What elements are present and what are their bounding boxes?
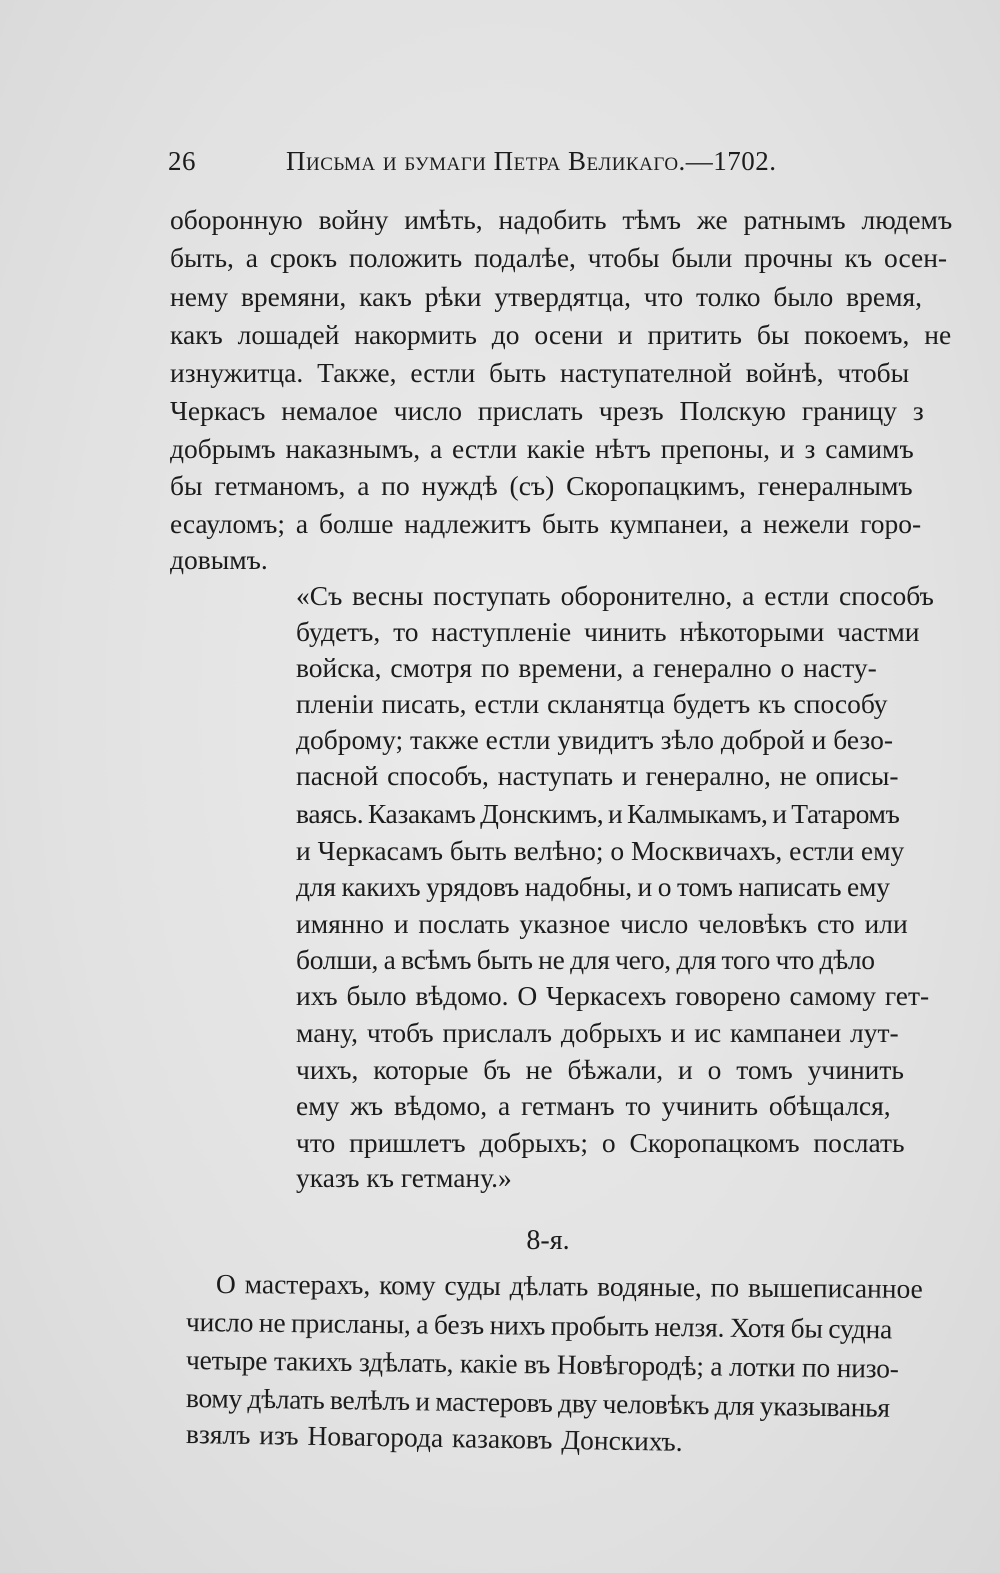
running-title: Письма и бумаги Петра Великаго.—1702. <box>286 146 777 176</box>
text-line: довымъ. <box>170 544 268 575</box>
text-line: болши, а всѣмъ быть не для чего, для того что дѣло <box>296 944 875 975</box>
text-line: быть, а срокъ положить подалѣе, чтобы были прочны къ осен- <box>170 242 948 273</box>
text-line: нему времяни, какъ рѣки утвердятца, что толко было время, <box>170 281 923 312</box>
text-line: ихъ было вѣдомо. О Черкасехъ говорено самому гет- <box>296 980 930 1011</box>
text-line: бы гетманомъ, а по нуждѣ (съ) Скоропацкимъ, генералнымъ <box>170 470 913 501</box>
text-line: Черкасъ немалое число прислать чрезъ Полскую границу з <box>170 395 924 426</box>
running-head <box>168 146 777 182</box>
text-line: ваясь. Казакамъ Донскимъ, и Калмыкамъ, и Татаромъ <box>296 798 900 829</box>
text-line: изнужитца. Также, естли быть наступателной войнѣ, чтобы <box>170 357 910 388</box>
text-line: имянно и послать указное число человѣкъ сто или <box>296 908 908 939</box>
text-line: указъ къ гетману.» <box>296 1162 512 1193</box>
section-heading: 8-я. <box>526 1225 570 1256</box>
text-line: есауломъ; а болше надлежитъ быть кумпанеи, а нежели горо- <box>170 508 922 539</box>
text-line: войска, смотря по времени, а генерално о насту- <box>296 652 877 683</box>
text-line: оборонную войну имѣть, надобить тѣмъ же ратнымъ людемъ <box>170 204 953 235</box>
text-line: добрымъ наказнымъ, а естли какіе нѣтъ препоны, и з самимъ <box>170 433 914 464</box>
text-line: О мастерахъ, кому суды дѣлать водяные, по вышеписанное <box>215 1268 923 1304</box>
text-line: доброму; также естли увидитъ зѣло доброй и безо- <box>296 724 894 755</box>
text-line: число не присланы, а безъ нихъ пробыть нелзя. Хотя бы судна <box>185 1306 893 1345</box>
page-number: 26 <box>168 146 196 176</box>
text-line: ману, чтобъ прислалъ добрыхъ и ис кампанеи лут- <box>296 1017 899 1048</box>
text-line: и Черкасамъ быть велѣно; о Москвичахъ, естли ему <box>296 835 905 866</box>
text-line: «Съ весны поступать оборонително, а естли способъ <box>296 580 934 611</box>
text-line: пленіи писать, естли скланятца будетъ къ способу <box>296 688 888 719</box>
text-line: для какихъ урядовъ надобны, и о томъ написать ему <box>296 871 890 902</box>
text-line: будетъ, то наступленіе чинить нѣкоторыми частми <box>296 616 920 647</box>
text-line: какъ лошадей накормить до осени и притить бы покоемъ, не <box>170 319 952 350</box>
text-line: что пришлетъ добрыхъ; о Скоропацкомъ послать <box>296 1127 905 1158</box>
text-line: четыре такихъ здѣлать, какіе въ Новѣгородѣ; а лотки по низо- <box>185 1344 899 1384</box>
text-line: чихъ, которые бъ не бѣжали, и о томъ учинить <box>296 1054 904 1085</box>
text-line: вому дѣлать велѣлъ и мастеровъ дву человѣкъ для указыванья <box>185 1382 890 1423</box>
text-line: ему жъ вѣдомо, а гетманъ то учинить обѣщался, <box>296 1090 891 1121</box>
text-line: взялъ изъ Новагорода казаковъ Донскихъ. <box>185 1418 683 1457</box>
text-line: пасной способъ, наступать и генерално, не описы- <box>296 760 899 791</box>
